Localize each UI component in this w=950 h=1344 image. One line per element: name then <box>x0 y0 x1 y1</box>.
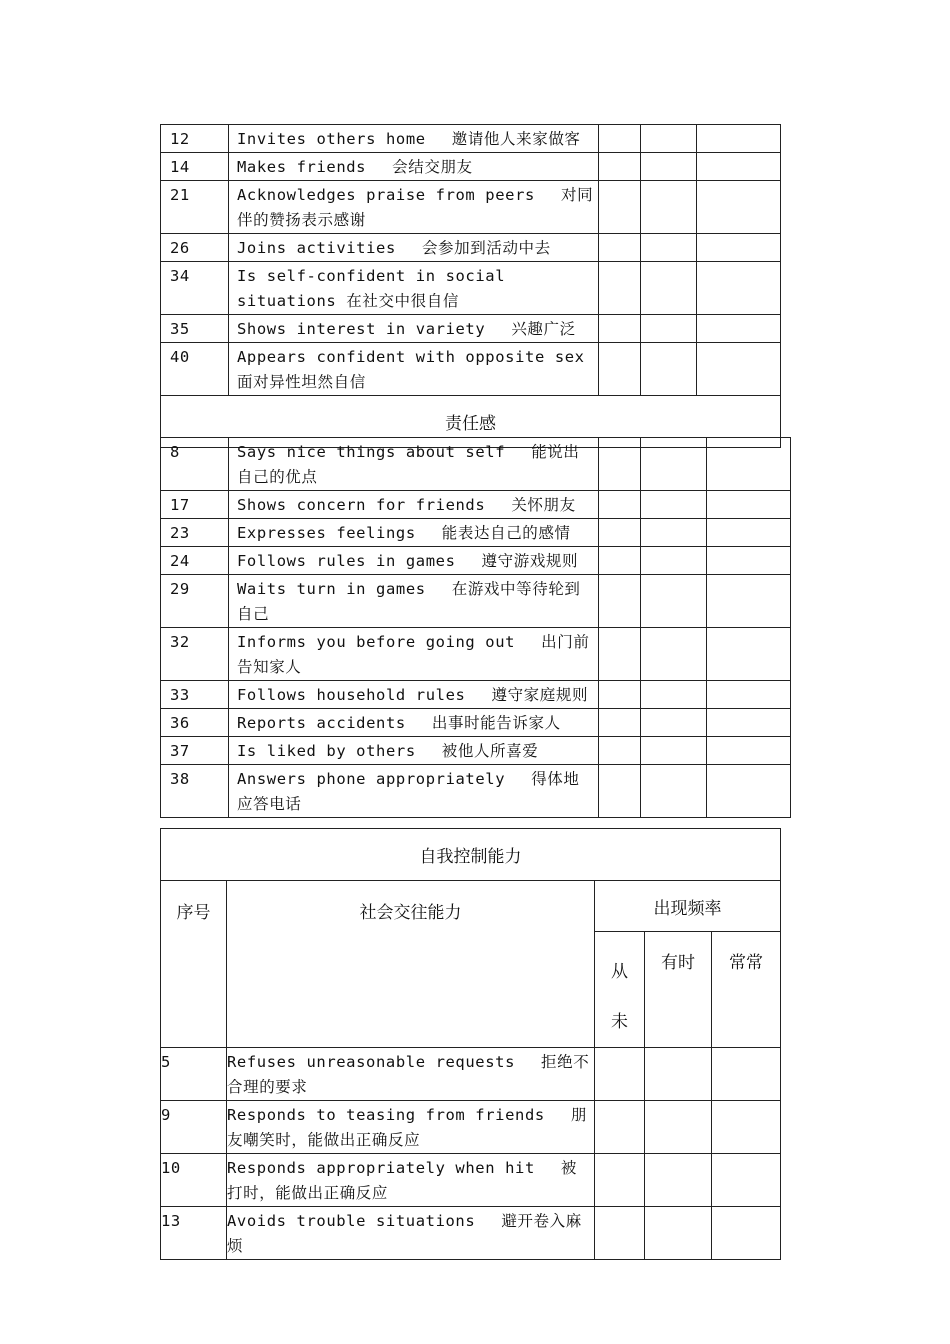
table-row <box>161 315 781 343</box>
row-number: 40 <box>161 343 229 396</box>
table-row <box>161 1154 781 1207</box>
freq-cell[interactable] <box>641 234 697 262</box>
freq-cell[interactable] <box>599 125 641 153</box>
header-row <box>161 881 781 932</box>
freq-cell[interactable] <box>599 343 641 396</box>
freq-cell[interactable] <box>641 737 707 765</box>
freq-cell[interactable] <box>599 491 641 519</box>
freq-cell[interactable] <box>645 1101 712 1154</box>
table-row <box>161 491 791 519</box>
freq-cell[interactable] <box>707 709 791 737</box>
table-row <box>161 737 791 765</box>
row-item: Says nice things about self 能说出自己的优点 <box>229 438 599 491</box>
freq-cell[interactable] <box>599 519 641 547</box>
freq-cell[interactable] <box>645 1207 712 1260</box>
table-row <box>161 709 791 737</box>
freq-cell[interactable] <box>707 737 791 765</box>
freq-cell[interactable] <box>707 438 791 491</box>
col-header-skill: 社会交往能力 <box>227 881 595 1048</box>
freq-never <box>595 932 645 1048</box>
row-number: 34 <box>161 262 229 315</box>
freq-cell[interactable] <box>641 681 707 709</box>
freq-cell[interactable] <box>641 628 707 681</box>
table-row <box>161 547 791 575</box>
social-skills-table-a <box>160 124 781 448</box>
table-row <box>161 519 791 547</box>
freq-cell[interactable] <box>645 1048 712 1101</box>
row-number: 5 <box>161 1048 227 1101</box>
row-item: Informs you before going out 出门前告知家人 <box>229 628 599 681</box>
row-number: 14 <box>161 153 229 181</box>
freq-cell[interactable] <box>697 343 781 396</box>
row-number: 36 <box>161 709 229 737</box>
freq-cell[interactable] <box>599 438 641 491</box>
freq-cell[interactable] <box>641 491 707 519</box>
freq-cell[interactable] <box>599 709 641 737</box>
freq-never-line2: 未 <box>611 1012 628 1032</box>
freq-cell[interactable] <box>599 681 641 709</box>
table-row <box>161 153 781 181</box>
row-item: Reports accidents 出事时能告诉家人 <box>229 709 599 737</box>
freq-cell[interactable] <box>697 153 781 181</box>
freq-cell[interactable] <box>707 765 791 818</box>
row-number: 35 <box>161 315 229 343</box>
freq-cell[interactable] <box>697 181 781 234</box>
freq-cell[interactable] <box>599 153 641 181</box>
freq-often: 常常 <box>712 932 781 1048</box>
freq-cell[interactable] <box>599 575 641 628</box>
table-row <box>161 575 791 628</box>
table-row <box>161 681 791 709</box>
table-row <box>161 343 781 396</box>
freq-cell[interactable] <box>707 628 791 681</box>
freq-cell[interactable] <box>697 315 781 343</box>
freq-cell[interactable] <box>641 315 697 343</box>
social-skills-table-b <box>160 437 791 818</box>
row-number: 21 <box>161 181 229 234</box>
row-item: Invites others home 邀请他人来家做客 <box>229 125 599 153</box>
freq-cell[interactable] <box>707 491 791 519</box>
col-header-number: 序号 <box>161 881 227 1048</box>
row-number: 26 <box>161 234 229 262</box>
freq-cell[interactable] <box>595 1048 645 1101</box>
table-title-row <box>161 829 781 881</box>
row-item: Shows concern for friends 关怀朋友 <box>229 491 599 519</box>
freq-cell[interactable] <box>645 1154 712 1207</box>
freq-cell[interactable] <box>707 519 791 547</box>
freq-cell[interactable] <box>697 234 781 262</box>
row-item: Responds appropriately when hit 被打时，能做出正确反应 <box>227 1154 595 1207</box>
freq-cell[interactable] <box>641 181 697 234</box>
row-number: 23 <box>161 519 229 547</box>
freq-cell[interactable] <box>712 1207 781 1260</box>
freq-cell[interactable] <box>641 765 707 818</box>
freq-cell[interactable] <box>599 547 641 575</box>
freq-cell[interactable] <box>641 125 697 153</box>
table-row <box>161 765 791 818</box>
table-row <box>161 181 781 234</box>
freq-cell[interactable] <box>712 1101 781 1154</box>
freq-cell[interactable] <box>641 153 697 181</box>
row-item: Answers phone appropriately 得体地应答电话 <box>229 765 599 818</box>
row-number: 17 <box>161 491 229 519</box>
row-number: 33 <box>161 681 229 709</box>
freq-never-line1: 从 <box>611 962 628 982</box>
freq-cell[interactable] <box>595 1207 645 1260</box>
row-number: 32 <box>161 628 229 681</box>
freq-cell[interactable] <box>641 438 707 491</box>
freq-cell[interactable] <box>599 181 641 234</box>
freq-cell[interactable] <box>599 737 641 765</box>
freq-cell[interactable] <box>641 519 707 547</box>
freq-cell[interactable] <box>599 628 641 681</box>
row-number: 37 <box>161 737 229 765</box>
table-row <box>161 628 791 681</box>
row-item: Refuses unreasonable requests 拒绝不合理的要求 <box>227 1048 595 1101</box>
freq-cell[interactable] <box>641 575 707 628</box>
table-row <box>161 438 791 491</box>
table-row <box>161 234 781 262</box>
col-header-frequency: 出现频率 <box>595 881 781 932</box>
row-item: Acknowledges praise from peers 对同伴的赞扬表示感谢 <box>229 181 599 234</box>
table-title: 自我控制能力 <box>161 829 781 881</box>
freq-cell[interactable] <box>641 343 697 396</box>
row-item: Shows interest in variety 兴趣广泛 <box>229 315 599 343</box>
row-number: 29 <box>161 575 229 628</box>
row-number: 8 <box>161 438 229 491</box>
freq-cell[interactable] <box>707 575 791 628</box>
freq-cell[interactable] <box>599 765 641 818</box>
row-item: Is self-confident in social situations 在社交中很自信 <box>229 262 599 315</box>
freq-cell[interactable] <box>641 709 707 737</box>
row-item: Follows rules in games 遵守游戏规则 <box>229 547 599 575</box>
freq-cell[interactable] <box>641 262 697 315</box>
freq-cell[interactable] <box>707 547 791 575</box>
row-item: Joins activities 会参加到活动中去 <box>229 234 599 262</box>
freq-cell[interactable] <box>697 262 781 315</box>
row-item: Responds to teasing from friends 朋友嘲笑时，能做出正确反应 <box>227 1101 595 1154</box>
table-row <box>161 1048 781 1101</box>
row-number: 9 <box>161 1101 227 1154</box>
freq-cell[interactable] <box>599 315 641 343</box>
table-row <box>161 262 781 315</box>
row-number: 13 <box>161 1207 227 1260</box>
freq-cell[interactable] <box>697 125 781 153</box>
row-item: Follows household rules 遵守家庭规则 <box>229 681 599 709</box>
table-row <box>161 1207 781 1260</box>
self-control-table <box>160 828 781 1260</box>
row-item: Is liked by others 被他人所喜爱 <box>229 737 599 765</box>
row-number: 10 <box>161 1154 227 1207</box>
table-row <box>161 1101 781 1154</box>
freq-cell[interactable] <box>599 262 641 315</box>
row-number: 38 <box>161 765 229 818</box>
row-item: Expresses feelings 能表达自己的感情 <box>229 519 599 547</box>
freq-cell[interactable] <box>707 681 791 709</box>
freq-cell[interactable] <box>595 1101 645 1154</box>
row-number: 24 <box>161 547 229 575</box>
row-item: Appears confident with opposite sex 面对异性坦然自信 <box>229 343 599 396</box>
freq-cell[interactable] <box>712 1154 781 1207</box>
row-item: Makes friends 会结交朋友 <box>229 153 599 181</box>
freq-cell[interactable] <box>595 1154 645 1207</box>
row-item: Waits turn in games 在游戏中等待轮到自己 <box>229 575 599 628</box>
freq-cell[interactable] <box>599 234 641 262</box>
row-number: 12 <box>161 125 229 153</box>
table-row <box>161 125 781 153</box>
row-item: Avoids trouble situations 避开卷入麻烦 <box>227 1207 595 1260</box>
freq-sometimes: 有时 <box>645 932 712 1048</box>
freq-cell[interactable] <box>712 1048 781 1101</box>
freq-cell[interactable] <box>641 547 707 575</box>
section-title: 责任感 <box>161 396 781 448</box>
